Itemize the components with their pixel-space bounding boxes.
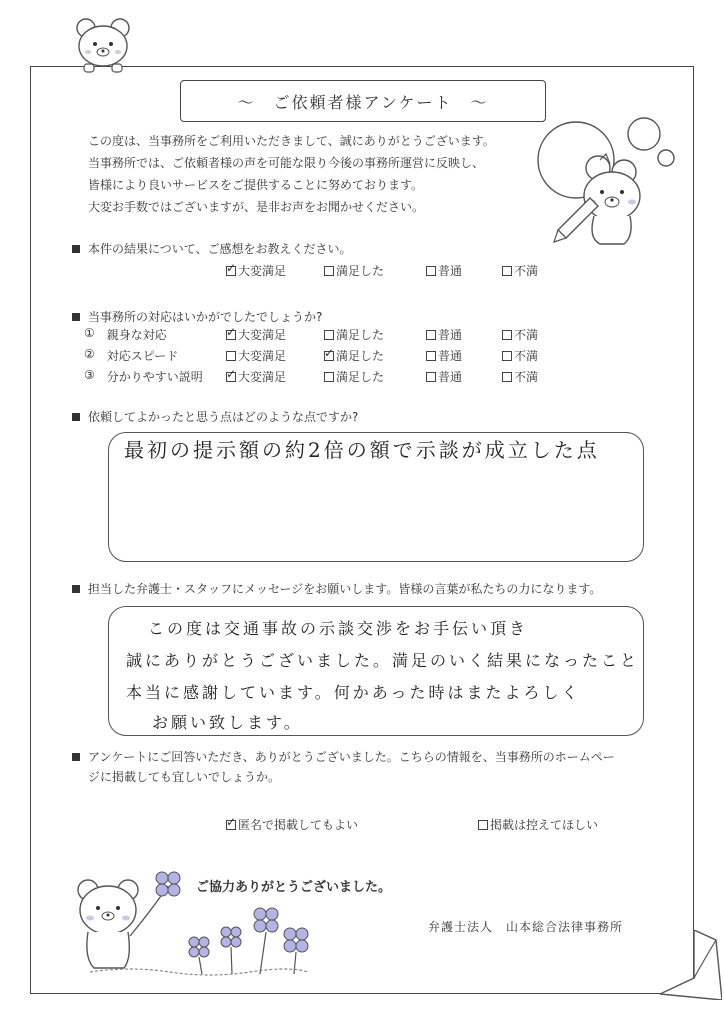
q2-row2-normal[interactable]	[426, 347, 462, 364]
option-label: 大変満足	[238, 328, 287, 342]
question-4	[72, 580, 601, 597]
question-3-label: 依頼してよかったと思う点はどのような点ですか?	[88, 410, 359, 424]
checkbox-icon[interactable]	[226, 351, 236, 361]
option-label: 満足した	[336, 264, 385, 278]
option-label: 不満	[514, 264, 539, 278]
q2-row1-normal[interactable]	[426, 326, 462, 343]
option-label: 不満	[514, 328, 539, 342]
checkbox-checked-icon[interactable]	[226, 330, 236, 340]
checkbox-icon[interactable]	[426, 330, 436, 340]
q2-row-1	[84, 326, 167, 343]
bullet-square-icon	[72, 585, 80, 593]
bear-with-flowers-icon	[70, 862, 310, 978]
q5-option-decline[interactable]	[478, 816, 598, 833]
checkbox-icon[interactable]	[502, 266, 512, 276]
checkbox-icon[interactable]	[502, 372, 512, 382]
q1-option-satisfied[interactable]	[324, 262, 384, 279]
q2-row3-satisfied[interactable]	[324, 368, 384, 385]
checkbox-icon[interactable]	[502, 351, 512, 361]
checkbox-icon[interactable]	[324, 330, 334, 340]
law-firm-name: 弁護士法人 山本総合法律事務所	[428, 920, 624, 934]
intro-line: 当事務所では、ご依頼者様の声を可能な限り今後の事務所運営に反映し、	[88, 156, 485, 170]
row-number: ①	[84, 326, 95, 340]
checkbox-icon[interactable]	[324, 372, 334, 382]
checkbox-checked-icon[interactable]	[226, 820, 236, 830]
q2-row2-dissatisfied[interactable]	[502, 347, 538, 364]
option-label: 普通	[438, 264, 463, 278]
question-3	[72, 408, 358, 425]
row-label: 対応スピード	[106, 349, 179, 363]
q2-row1-satisfied[interactable]	[324, 326, 384, 343]
question-2	[72, 308, 322, 325]
thank-you-message: ご協力ありがとうございました。	[196, 880, 392, 895]
q2-row1-very-satisfied[interactable]	[226, 326, 286, 343]
option-label: 普通	[438, 349, 463, 363]
q4-handwritten-line: お願い致します。	[152, 713, 303, 732]
page-curl-decoration	[660, 930, 722, 1000]
bullet-square-icon	[72, 413, 80, 421]
bullet-square-icon	[72, 313, 80, 321]
q1-option-very-satisfied[interactable]	[226, 262, 286, 279]
checkbox-icon[interactable]	[324, 266, 334, 276]
checkbox-icon[interactable]	[426, 372, 436, 382]
question-2-label: 当事務所の対応はいかがでしたでしょうか?	[88, 310, 323, 324]
option-label: 満足した	[336, 349, 385, 363]
option-label: 不満	[514, 370, 539, 384]
checkbox-icon[interactable]	[426, 351, 436, 361]
question-5-label-line1: アンケートにご回答いただき、ありがとうございました。こちらの情報を、当事務所のホームペー	[88, 750, 615, 764]
question-5	[72, 748, 615, 765]
q3-handwritten-answer: 最初の提示額の約2倍の額で示談が成立した点	[124, 438, 600, 462]
option-label: 不満	[514, 349, 539, 363]
q2-row2-very-satisfied[interactable]	[226, 347, 286, 364]
q4-handwritten-line: この度は交通事故の示談交渉をお手伝い頂き	[148, 619, 529, 638]
bear-with-pencil-icon	[528, 112, 688, 252]
option-label: 普通	[438, 370, 463, 384]
q2-row3-very-satisfied[interactable]	[226, 368, 286, 385]
q5-option-anonymous-ok[interactable]	[226, 816, 358, 833]
checkbox-checked-icon[interactable]	[226, 372, 236, 382]
q2-row3-normal[interactable]	[426, 368, 462, 385]
row-number: ③	[84, 368, 95, 382]
option-label: 普通	[438, 328, 463, 342]
row-number: ②	[84, 347, 95, 361]
question-5-label-line2: ジに掲載しても宜しいでしょうか。	[88, 770, 281, 784]
survey-title: ～ ご依頼者様アンケート ～	[180, 80, 546, 122]
option-label: 満足した	[336, 328, 385, 342]
intro-text	[88, 130, 495, 218]
question-4-label: 担当した弁護士・スタッフにメッセージをお願いします。皆様の言葉が私たちの力になります。	[88, 582, 602, 596]
option-label: 掲載は控えてほしい	[490, 818, 599, 832]
option-label: 大変満足	[238, 264, 287, 278]
question-1-label: 本件の結果について、ご感想をお教えください。	[88, 242, 352, 256]
bear-peeking-icon	[70, 16, 136, 76]
q2-row1-dissatisfied[interactable]	[502, 326, 538, 343]
q1-option-dissatisfied[interactable]	[502, 262, 538, 279]
q2-row-2	[84, 347, 178, 364]
q2-row3-dissatisfied[interactable]	[502, 368, 538, 385]
checkbox-icon[interactable]	[426, 266, 436, 276]
q2-row2-satisfied[interactable]	[324, 347, 384, 364]
option-label: 満足した	[336, 370, 385, 384]
bullet-square-icon	[72, 245, 80, 253]
intro-line: 大変お手数ではございますが、是非お声をお聞かせください。	[88, 200, 425, 214]
checkbox-checked-icon[interactable]	[324, 351, 334, 361]
row-label: 親身な対応	[106, 328, 167, 342]
checkbox-icon[interactable]	[502, 330, 512, 340]
q1-option-normal[interactable]	[426, 262, 462, 279]
q4-handwritten-line: 本当に感謝しています。何かあった時はまたよろしく	[126, 683, 581, 702]
option-label: 大変満足	[238, 349, 287, 363]
q2-row-3	[84, 368, 203, 385]
checkbox-icon[interactable]	[478, 820, 488, 830]
option-label: 匿名で掲載してもよい	[238, 818, 359, 832]
option-label: 大変満足	[238, 370, 287, 384]
intro-line: 皆様により良いサービスをご提供することに努めております。	[88, 178, 424, 192]
intro-line: この度は、当事務所をご利用いただきまして、誠にありがとうございます。	[88, 134, 495, 148]
bullet-square-icon	[72, 753, 80, 761]
row-label: 分かりやすい説明	[106, 370, 203, 384]
question-1	[72, 240, 352, 257]
checkbox-checked-icon[interactable]	[226, 266, 236, 276]
q4-handwritten-line: 誠にありがとうございました。満足のいく結果になったこと	[126, 651, 640, 670]
